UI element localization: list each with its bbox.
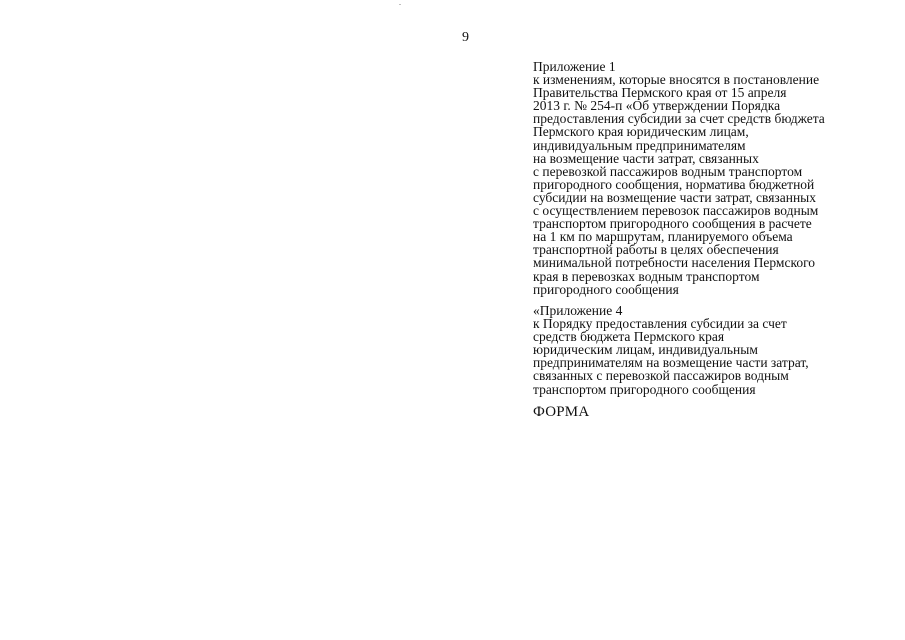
- appendix-4-line: транспортом пригородного сообщения: [533, 381, 756, 397]
- appendix-4-line: средств бюджета Пермского края: [533, 329, 725, 345]
- appendix-1-line: 2013 г. № 254-п «Об утверждении Порядка: [533, 98, 781, 114]
- appendix-4-line: юридическим лицам, индивидуальным: [533, 342, 758, 358]
- appendix-1-heading: [533, 60, 825, 296]
- appendix-1-line: с перевозкой пассажиров водным транспортом: [533, 163, 803, 179]
- appendix-1-line: Правительства Пермского края от 15 апреля: [533, 85, 787, 101]
- appendix-4-line: к Порядку предоставления субсидии за счет: [533, 316, 787, 332]
- appendix-1-line: края в перевозках водным транспортом: [533, 268, 760, 284]
- appendix-1-line: на 1 км по маршрутам, планируемого объема: [533, 229, 793, 245]
- appendix-1-line: к изменениям, которые вносятся в постановление: [533, 72, 820, 88]
- appendix-4-line: предпринимателям на возмещение части затрат,: [533, 355, 809, 371]
- appendix-1-line: пригородного сообщения, норматива бюджетной: [533, 176, 815, 192]
- appendix-1-line: с осуществлением перевозок пассажиров водным: [533, 203, 819, 219]
- appendix-1-line: Пермского края юридическим лицам,: [533, 124, 749, 140]
- appendix-1-line: индивидуальным предпринимателям: [533, 137, 746, 153]
- appendix-1-line: на возмещение части затрат, связанных: [533, 150, 759, 166]
- page-number: 9: [462, 30, 469, 45]
- appendix-4-line: «Приложение 4: [533, 303, 623, 318]
- appendix-1-line: предоставления субсидии за счет средств бюджета: [533, 111, 825, 127]
- appendix-1-line: Приложение 1: [533, 59, 616, 74]
- appendix-1-line: субсидии на возмещение части затрат, связанных: [533, 189, 816, 205]
- appendix-1-line: пригородного сообщения: [533, 281, 679, 297]
- appendix-1-line: минимальной потребности населения Пермского: [533, 255, 816, 271]
- form-title: ФОРМА: [533, 404, 590, 420]
- appendix-4-line: связанных с перевозкой пассажиров водным: [533, 368, 789, 384]
- scan-speck: [399, 4, 401, 5]
- appendix-1-line: транспортной работы в целях обеспечения: [533, 242, 779, 258]
- appendix-4-heading: [533, 304, 809, 396]
- appendix-1-line: транспортом пригородного сообщения в расчете: [533, 216, 812, 232]
